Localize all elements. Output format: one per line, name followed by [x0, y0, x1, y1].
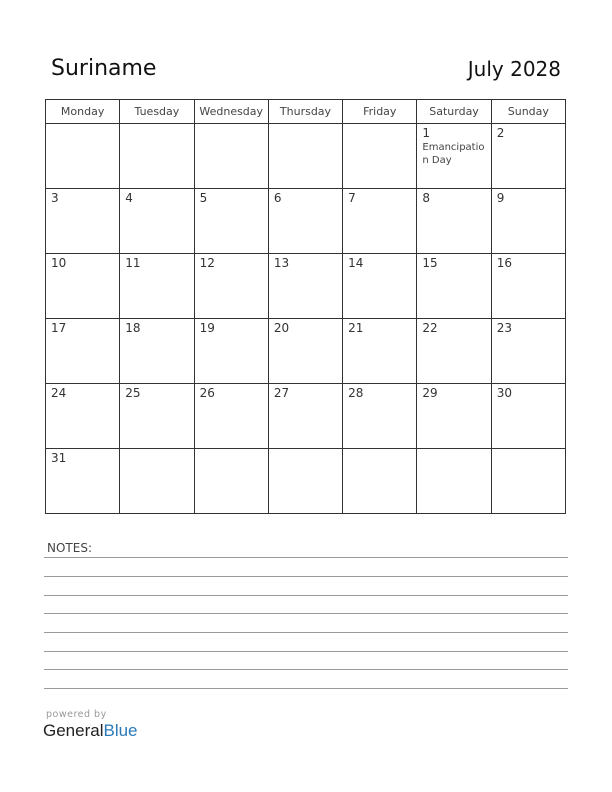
day-number: 28 — [348, 386, 364, 400]
day-number — [269, 124, 342, 126]
week-row — [46, 384, 566, 449]
notes-line — [44, 576, 568, 577]
day-number: 21 — [348, 321, 364, 335]
day-number: 25 — [125, 386, 141, 400]
generalblue-logo — [43, 721, 138, 741]
notes-line — [44, 613, 568, 614]
day-number: 5 — [199, 191, 208, 205]
day-cell — [194, 189, 268, 254]
week-row — [46, 189, 566, 254]
day-cell — [120, 384, 194, 449]
day-number: 18 — [125, 321, 141, 335]
day-number: 9 — [496, 191, 505, 205]
day-number: 17 — [51, 321, 67, 335]
day-cell — [194, 449, 268, 514]
day-cell — [343, 189, 417, 254]
day-number: 12 — [199, 256, 215, 270]
powered-by-text: powered by — [46, 709, 107, 720]
day-cell — [46, 384, 120, 449]
day-number: 19 — [199, 321, 215, 335]
week-row — [46, 319, 566, 384]
day-cell — [194, 384, 268, 449]
day-number — [417, 449, 490, 451]
day-cell — [343, 319, 417, 384]
day-cell — [417, 384, 491, 449]
day-cell — [120, 449, 194, 514]
day-cell — [417, 124, 491, 189]
day-cell — [46, 189, 120, 254]
day-cell — [268, 384, 342, 449]
notes-line — [44, 595, 568, 596]
day-cell — [268, 189, 342, 254]
day-number — [492, 449, 565, 451]
day-number: 24 — [51, 386, 67, 400]
weekday-header: Saturday — [417, 100, 491, 124]
day-number — [120, 449, 193, 451]
day-number: 2 — [496, 126, 505, 140]
day-number: 14 — [348, 256, 364, 270]
calendar-grid — [45, 99, 566, 514]
day-number: 6 — [273, 191, 282, 205]
day-cell — [417, 319, 491, 384]
weekday-header: Monday — [46, 100, 120, 124]
weekday-header-row — [46, 100, 566, 124]
day-number: 20 — [273, 321, 290, 335]
day-number: 26 — [199, 386, 215, 400]
day-cell — [120, 254, 194, 319]
day-number: 22 — [422, 321, 438, 335]
weekday-header: Thursday — [268, 100, 342, 124]
country-title: Suriname — [51, 56, 157, 81]
day-number — [343, 124, 416, 126]
day-cell — [120, 189, 194, 254]
brand-blue: Blue — [103, 721, 138, 740]
day-cell — [46, 319, 120, 384]
day-number: 10 — [51, 256, 67, 270]
day-number: 1 — [422, 126, 431, 140]
day-cell — [491, 189, 565, 254]
day-number — [120, 124, 193, 126]
weekday-header: Wednesday — [194, 100, 268, 124]
holiday-label: Emancipation Day — [422, 142, 485, 166]
day-number — [195, 449, 268, 451]
day-cell — [417, 254, 491, 319]
day-number: 7 — [348, 191, 356, 205]
day-cell — [343, 384, 417, 449]
notes-line — [44, 688, 568, 689]
day-number: 11 — [125, 256, 141, 270]
day-cell — [343, 254, 417, 319]
day-number: 29 — [422, 386, 438, 400]
day-cell — [343, 449, 417, 514]
day-number: 8 — [422, 191, 431, 205]
day-cell — [491, 384, 565, 449]
brand-general: General — [43, 721, 104, 740]
day-number: 27 — [273, 386, 290, 400]
day-cell — [417, 189, 491, 254]
day-number: 30 — [496, 386, 512, 400]
day-cell — [491, 449, 565, 514]
day-number — [195, 124, 268, 126]
weekday-header: Tuesday — [120, 100, 194, 124]
notes-label: NOTES: — [47, 541, 92, 555]
day-number: 3 — [51, 191, 59, 205]
day-cell — [491, 319, 565, 384]
notes-line — [44, 651, 568, 652]
day-cell — [46, 254, 120, 319]
day-number: 4 — [125, 191, 133, 205]
notes-line — [44, 669, 568, 670]
day-cell — [194, 254, 268, 319]
day-number: 16 — [496, 256, 512, 270]
weekday-header: Friday — [343, 100, 417, 124]
notes-line — [44, 557, 568, 558]
day-cell — [194, 124, 268, 189]
day-cell — [268, 449, 342, 514]
month-title: July 2028 — [467, 57, 561, 81]
day-cell — [491, 254, 565, 319]
day-number: 23 — [496, 321, 512, 335]
day-number — [269, 449, 342, 451]
day-cell — [417, 449, 491, 514]
weekday-header: Sunday — [491, 100, 565, 124]
day-cell — [120, 319, 194, 384]
week-row — [46, 254, 566, 319]
day-number: 13 — [273, 256, 290, 270]
notes-line — [44, 632, 568, 633]
day-number — [46, 124, 119, 126]
day-cell — [46, 449, 120, 514]
day-cell — [194, 319, 268, 384]
day-number — [343, 449, 416, 451]
day-cell — [268, 124, 342, 189]
day-number: 31 — [51, 451, 67, 465]
day-cell — [46, 124, 120, 189]
day-number: 15 — [422, 256, 438, 270]
week-row — [46, 124, 566, 189]
day-cell — [268, 254, 342, 319]
day-cell — [343, 124, 417, 189]
day-cell — [268, 319, 342, 384]
day-cell — [120, 124, 194, 189]
day-cell — [491, 124, 565, 189]
week-row — [46, 449, 566, 514]
